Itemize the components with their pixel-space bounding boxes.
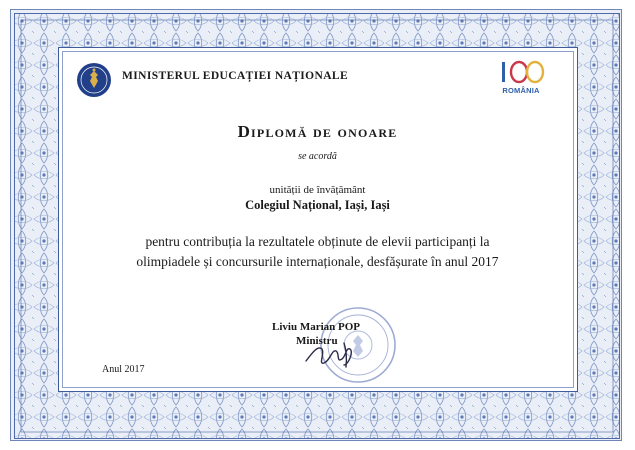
centenary-logo [492, 58, 550, 100]
government-emblem-icon [76, 62, 112, 98]
unit-label: unității de învățământ [269, 184, 366, 196]
award-reason-line-2: olimpiadele și concursurile internaționale, desfășurate în anul 2017 [136, 254, 499, 269]
signer-role: Ministru [296, 335, 338, 347]
diploma-subtitle: se acordă [298, 151, 337, 162]
centenary-100-icon [497, 60, 547, 84]
centenary-logo-text: ROMÂNIA [502, 86, 540, 95]
year-label: Anul 2017 [102, 364, 145, 375]
signer-name: Liviu Marian POP [272, 321, 360, 333]
ministry-name: MINISTERUL EDUCAȚIEI NAȚIONALE [122, 70, 349, 82]
diploma-title: Diplomă de onoare [237, 122, 398, 141]
unit-name: Colegiul Național, Iași, Iași [245, 198, 390, 212]
handwritten-signature [300, 335, 366, 369]
award-reason-line-1: pentru contribuția la rezultatele obținute de elevii participanți la [145, 234, 490, 249]
